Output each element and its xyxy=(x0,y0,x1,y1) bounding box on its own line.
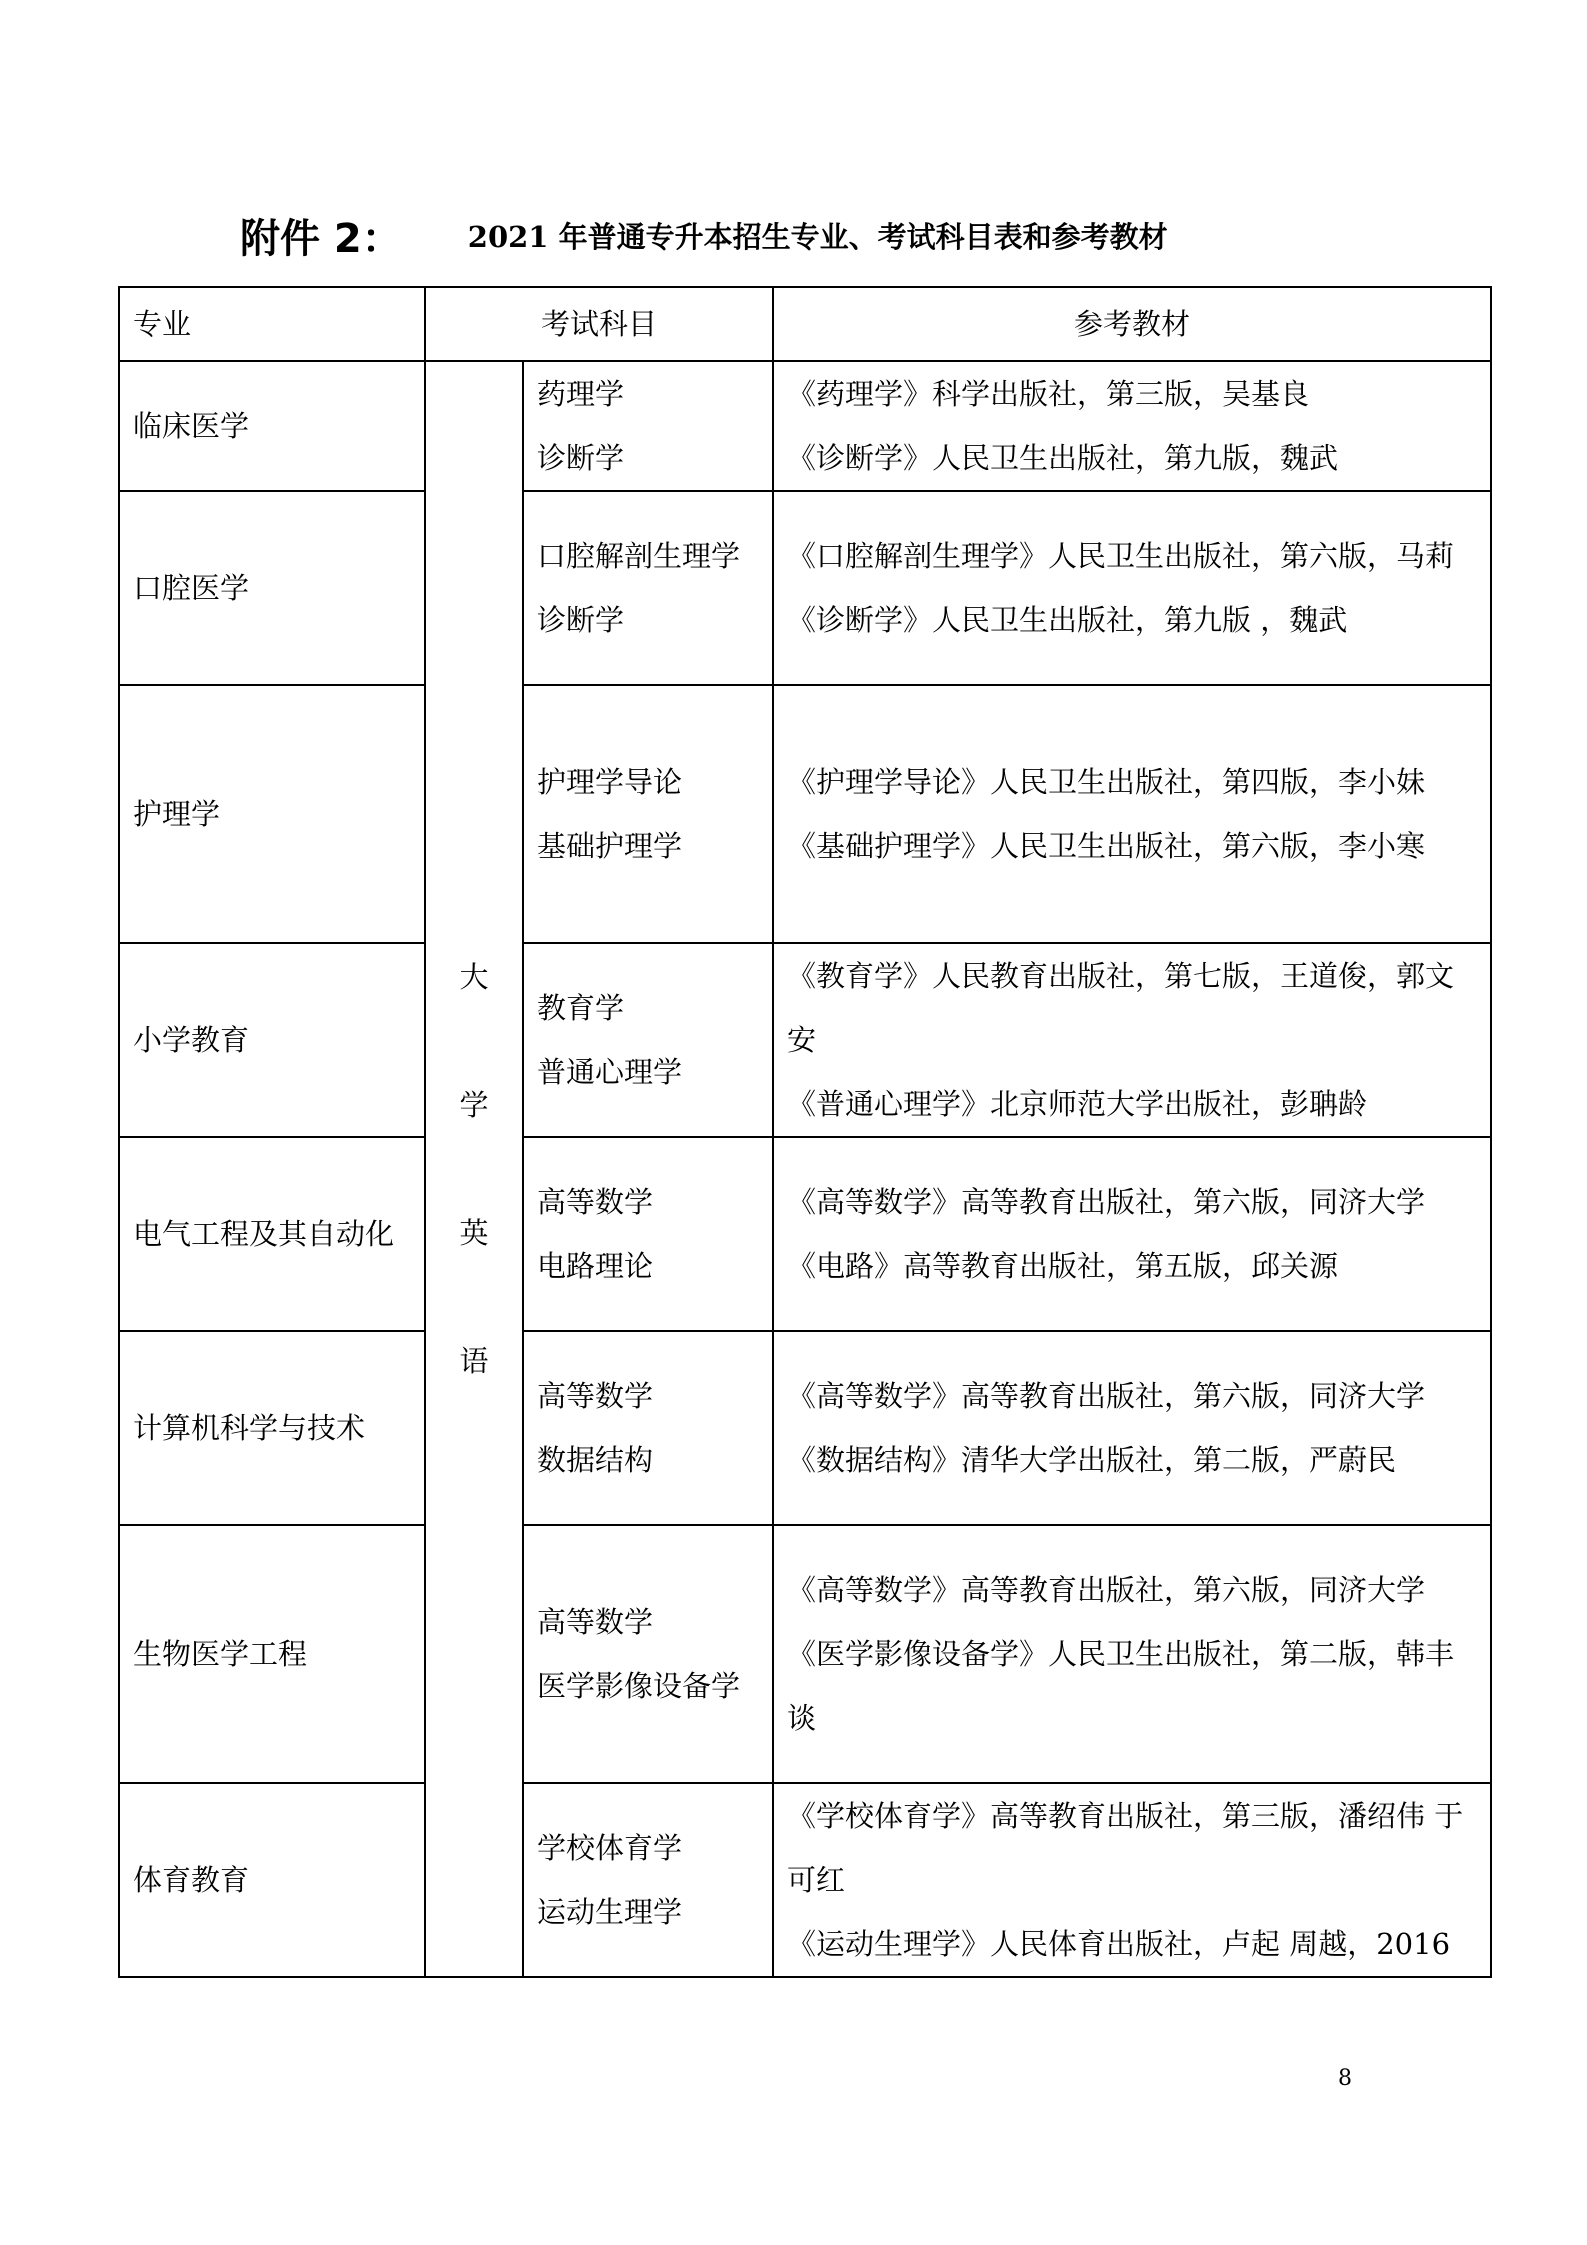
textbooks-cell xyxy=(773,361,1491,491)
textbooks-cell xyxy=(773,943,1491,1137)
subject-line: 高等数学 xyxy=(537,1379,654,1413)
table-row xyxy=(119,361,1491,491)
textbook-line: 《诊断学》人民卫生出版社，第九版，魏武 xyxy=(787,441,1339,475)
page-number: 8 xyxy=(1338,2066,1352,2091)
common-subject-char: 语 xyxy=(459,1344,489,1378)
textbook-line: 《数据结构》清华大学出版社，第二版，严蔚民 xyxy=(787,1443,1397,1477)
subject-line: 电路理论 xyxy=(537,1249,654,1283)
table-row xyxy=(119,685,1491,943)
subject-line: 学校体育学 xyxy=(537,1831,683,1865)
header-major: 专业 xyxy=(119,287,425,361)
major-cell: 电气工程及其自动化 xyxy=(119,1137,425,1331)
table-row xyxy=(119,1783,1491,1977)
subject-line: 教育学 xyxy=(537,991,625,1025)
subject-line: 诊断学 xyxy=(537,603,625,637)
textbooks-cell xyxy=(773,1137,1491,1331)
subjects-cell xyxy=(523,1525,773,1783)
textbooks-cell xyxy=(773,491,1491,685)
textbook-line: 《运动生理学》人民体育出版社，卢起 周越，2016 xyxy=(787,1927,1451,1961)
subject-line: 高等数学 xyxy=(537,1605,654,1639)
table-row xyxy=(119,1137,1491,1331)
table-row xyxy=(119,943,1491,1137)
common-subject-char: 英 xyxy=(459,1216,489,1250)
major-cell: 临床医学 xyxy=(119,361,425,491)
subject-line: 医学影像设备学 xyxy=(537,1669,741,1703)
textbook-line: 《电路》高等教育出版社，第五版，邱关源 xyxy=(787,1249,1339,1283)
table-header-row xyxy=(119,287,1491,361)
subject-line: 运动生理学 xyxy=(537,1895,683,1929)
subject-line: 数据结构 xyxy=(537,1443,654,1477)
textbook-line: 《医学影像设备学》人民卫生出版社，第二版，韩丰谈 xyxy=(787,1637,1455,1735)
subject-line: 护理学导论 xyxy=(537,765,683,799)
page-heading xyxy=(240,205,1168,265)
major-cell: 小学教育 xyxy=(119,943,425,1137)
subjects-cell xyxy=(523,361,773,491)
major-cell: 计算机科学与技术 xyxy=(119,1331,425,1525)
textbook-line: 《学校体育学》高等教育出版社，第三版，潘绍伟 于可红 xyxy=(787,1799,1464,1897)
textbooks-cell xyxy=(773,1525,1491,1783)
major-cell: 体育教育 xyxy=(119,1783,425,1977)
common-subject-char: 大 xyxy=(459,960,489,994)
subjects-cell xyxy=(523,1137,773,1331)
textbook-line: 《普通心理学》北京师范大学出版社，彭聃龄 xyxy=(787,1087,1368,1121)
textbook-line: 《教育学》人民教育出版社，第七版，王道俊，郭文安 xyxy=(787,959,1455,1057)
document-title: 2021 年普通专升本招生专业、考试科目表和参考教材 xyxy=(467,219,1168,254)
subject-line: 口腔解剖生理学 xyxy=(537,539,741,573)
common-subject-char: 学 xyxy=(459,1088,489,1122)
subjects-table xyxy=(118,286,1492,1978)
major-cell: 护理学 xyxy=(119,685,425,943)
textbook-line: 《高等数学》高等教育出版社，第六版，同济大学 xyxy=(787,1185,1426,1219)
textbook-line: 《药理学》科学出版社，第三版，吴基良 xyxy=(787,377,1310,411)
textbook-line: 《口腔解剖生理学》人民卫生出版社，第六版，马莉 xyxy=(787,539,1455,573)
textbook-line: 《护理学导论》人民卫生出版社，第四版，李小妹 xyxy=(787,765,1426,799)
attachment-label: 附件 2： xyxy=(240,215,402,262)
textbook-line: 《高等数学》高等教育出版社，第六版，同济大学 xyxy=(787,1379,1426,1413)
subjects-cell xyxy=(523,491,773,685)
subjects-cell xyxy=(523,1331,773,1525)
table-row xyxy=(119,491,1491,685)
subject-line: 普通心理学 xyxy=(537,1055,683,1089)
major-cell: 口腔医学 xyxy=(119,491,425,685)
textbooks-cell xyxy=(773,1783,1491,1977)
table-row xyxy=(119,1525,1491,1783)
header-subjects: 考试科目 xyxy=(425,287,773,361)
subject-line: 高等数学 xyxy=(537,1185,654,1219)
subject-line: 药理学 xyxy=(537,377,625,411)
subject-line: 诊断学 xyxy=(537,441,625,475)
common-subject-cell xyxy=(425,361,523,1977)
major-cell: 生物医学工程 xyxy=(119,1525,425,1783)
table-row xyxy=(119,1331,1491,1525)
subjects-cell xyxy=(523,943,773,1137)
subjects-cell xyxy=(523,1783,773,1977)
subjects-cell xyxy=(523,685,773,943)
textbooks-cell xyxy=(773,1331,1491,1525)
subject-line: 基础护理学 xyxy=(537,829,683,863)
header-textbooks: 参考教材 xyxy=(773,287,1491,361)
textbooks-cell xyxy=(773,685,1491,943)
textbook-line: 《高等数学》高等教育出版社，第六版，同济大学 xyxy=(787,1573,1426,1607)
textbook-line: 《诊断学》人民卫生出版社，第九版 ，魏武 xyxy=(787,603,1348,637)
textbook-line: 《基础护理学》人民卫生出版社，第六版，李小寒 xyxy=(787,829,1426,863)
